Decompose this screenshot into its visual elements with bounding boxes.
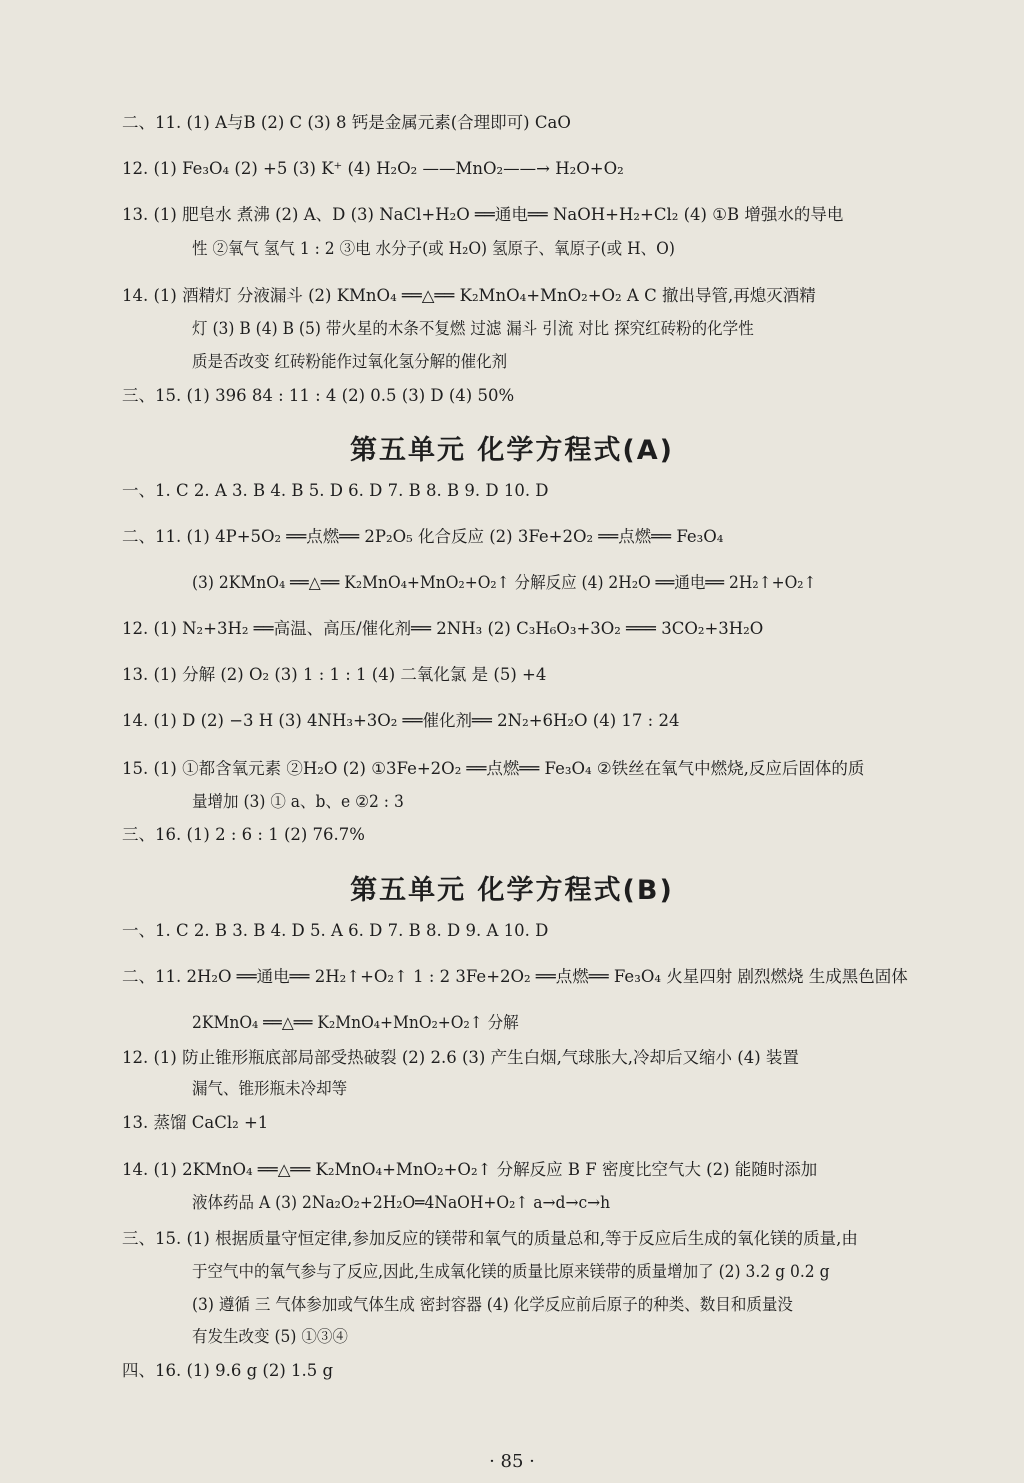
answer-line: 12. (1) 防止锥形瓶底部局部受热破裂 (2) 2.6 (3) 产生白烟,气球胀大,冷却后又缩小 (4) 装置 (122, 1048, 799, 1067)
answer-line: 漏气、锥形瓶未冷却等 (192, 1079, 348, 1098)
answer-line: 有发生改变 (5) ①③④ (192, 1327, 348, 1346)
answer-line: 质是否改变 红砖粉能作过氧化氢分解的催化剂 (192, 352, 508, 371)
answer-line: 14. (1) 酒精灯 分液漏斗 (2) KMnO₄ ══△══ K₂MnO₄+MnO₂+O₂ A C 撤出导管,再熄灭酒精 (122, 286, 816, 305)
section-heading-b: 第五单元 化学方程式(B) (350, 875, 674, 906)
answer-line: 12. (1) N₂+3H₂ ══高温、高压/催化剂══ 2NH₃ (2) C₃H₆O₃+3O₂ ═══ 3CO₂+3H₂O (122, 619, 764, 638)
answer-line: 四、16. (1) 9.6 g (2) 1.5 g (122, 1361, 334, 1380)
answer-line: 二、11. (1) 4P+5O₂ ══点燃══ 2P₂O₅ 化合反应 (2) 3Fe+2O₂ ══点燃══ Fe₃O₄ (122, 527, 724, 546)
answer-line: 于空气中的氧气参与了反应,因此,生成氧化镁的质量比原来镁带的质量增加了 (2) 3.2 g 0.2 g (192, 1262, 830, 1281)
answer-line: 15. (1) ①都含氧元素 ②H₂O (2) ①3Fe+2O₂ ══点燃══ Fe₃O₄ ②铁丝在氧气中燃烧,反应后固体的质 (122, 759, 865, 778)
answer-line: (3) 2KMnO₄ ══△══ K₂MnO₄+MnO₂+O₂↑ 分解反应 (4) 2H₂O ══通电══ 2H₂↑+O₂↑ (192, 573, 817, 592)
section-heading-a: 第五单元 化学方程式(A) (350, 435, 674, 466)
answer-line: 一、1. C 2. A 3. B 4. B 5. D 6. D 7. B 8. B 9. D 10. D (122, 481, 549, 500)
answer-line: 2KMnO₄ ══△══ K₂MnO₄+MnO₂+O₂↑ 分解 (192, 1013, 519, 1032)
answer-line: 灯 (3) B (4) B (5) 带火星的木条不复燃 过滤 漏斗 引流 对比 探究红砖粉的化学性 (192, 319, 754, 338)
page-number: · 85 · (489, 1451, 535, 1472)
answer-line: 13. (1) 肥皂水 煮沸 (2) A、D (3) NaCl+H₂O ══通电══ NaOH+H₂+Cl₂ (4) ①B 增强水的导电 (122, 205, 844, 224)
answer-line: 13. 蒸馏 CaCl₂ +1 (122, 1113, 269, 1132)
answer-line: 性 ②氧气 氢气 1 : 2 ③电 水分子(或 H₂O) 氢原子、氧原子(或 H、O) (192, 239, 675, 258)
answer-line: 一、1. C 2. B 3. B 4. D 5. A 6. D 7. B 8. D 9. A 10. D (122, 921, 549, 940)
answer-line: 三、15. (1) 根据质量守恒定律,参加反应的镁带和氧气的质量总和,等于反应后生成的氧化镁的质量,由 (122, 1229, 858, 1248)
answer-line: (3) 遵循 三 气体参加或气体生成 密封容器 (4) 化学反应前后原子的种类、数目和质量没 (192, 1295, 793, 1314)
answer-line: 液体药品 A (3) 2Na₂O₂+2H₂O═4NaOH+O₂↑ a→d→c→h (192, 1193, 611, 1212)
answer-line: 三、16. (1) 2 : 6 : 1 (2) 76.7% (122, 825, 365, 844)
answer-line: 二、11. 2H₂O ══通电══ 2H₂↑+O₂↑ 1 : 2 3Fe+2O₂ ══点燃══ Fe₃O₄ 火星四射 剧烈燃烧 生成黑色固体 (122, 967, 908, 986)
answer-line: 14. (1) D (2) −3 H (3) 4NH₃+3O₂ ══催化剂══ 2N₂+6H₂O (4) 17 : 24 (122, 711, 680, 730)
answer-line: 二、11. (1) A与B (2) C (3) 8 钙是金属元素(合理即可) CaO (122, 113, 571, 132)
answer-line: 三、15. (1) 396 84 : 11 : 4 (2) 0.5 (3) D (4) 50% (122, 386, 515, 405)
answer-line: 14. (1) 2KMnO₄ ══△══ K₂MnO₄+MnO₂+O₂↑ 分解反应 B F 密度比空气大 (2) 能随时添加 (122, 1160, 818, 1179)
answer-line: 量增加 (3) ① a、b、e ②2 : 3 (192, 792, 404, 811)
answer-line: 12. (1) Fe₃O₄ (2) +5 (3) K⁺ (4) H₂O₂ ——MnO₂——→ H₂O+O₂ (122, 159, 624, 178)
answer-line: 13. (1) 分解 (2) O₂ (3) 1 : 1 : 1 (4) 二氧化氯 是 (5) +4 (122, 665, 547, 684)
